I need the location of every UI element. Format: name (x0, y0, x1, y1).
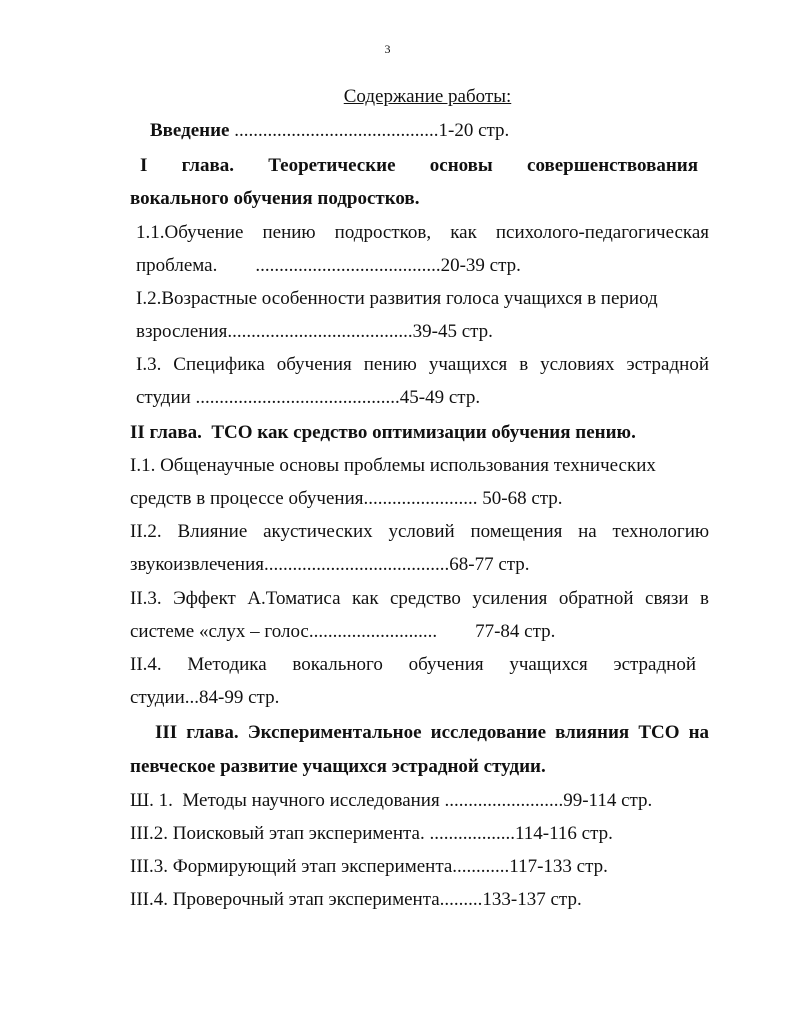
chapter3-item2: III.2. Поисковый этап эксперимента. ..................114-116 стр. (130, 823, 613, 844)
page-title: Содержание работы: (343, 86, 512, 107)
chapter3-heading-line2: певческое развитие учащихся эстрадной студии. (130, 756, 546, 777)
chapter2-item3-line1: II.3. Эффект А.Томатиса как средство усиления обратной связи в (130, 588, 710, 609)
intro-entry (150, 120, 509, 142)
chapter3-item3: III.3. Формирующий этап эксперимента............117-133 стр. (130, 856, 608, 877)
intro-leader: ........................................... (229, 120, 439, 141)
chapter1-item2-line2: взросления.......................................39-45 стр. (136, 321, 493, 342)
chapter3-heading-line1: III глава. Экспериментальное исследование влияния ТСО на (155, 722, 710, 743)
chapter1-item1-line2: проблема. .......................................20-39 стр. (136, 255, 521, 276)
chapter2-item2-line1: II.2. Влияние акустических условий помещения на технологию (130, 521, 710, 542)
chapter2-heading: II глава. ТСО как средство оптимизации обучения пению. (130, 422, 636, 443)
chapter1-item2-line1: I.2.Возрастные особенности развития голоса учащихся в период (136, 288, 658, 309)
chapter1-heading-line2: вокального обучения подростков. (130, 188, 420, 209)
chapter2-item4-line1: II.4. Методика вокального обучения учащихся эстрадной (130, 654, 696, 675)
page-number: 3 (384, 42, 391, 56)
chapter2-item1-line2: средств в процессе обучения........................ 50-68 стр. (130, 488, 563, 509)
chapter2-item3-line2: системе «слух – голос........................... 77-84 стр. (130, 621, 556, 642)
chapter2-item2-line2: звукоизвлечения.......................................68-77 стр. (130, 554, 530, 575)
intro-pages: 1-20 стр. (438, 120, 510, 141)
chapter2-item4-line2: студии...84-99 стр. (130, 687, 280, 708)
chapter1-item3-line2: студии ...........................................45-49 стр. (136, 387, 481, 408)
chapter1-item3-line1: I.3. Специфика обучения пению учащихся в условиях эстрадной (136, 354, 709, 375)
chapter3-item4: III.4. Проверочный этап эксперимента.........133-137 стр. (130, 889, 582, 910)
chapter2-item1-line1: I.1. Общенаучные основы проблемы использования технических (130, 455, 656, 476)
chapter1-item1-line1: 1.1.Обучение пению подростков, как психолого-педагогическая (136, 222, 710, 243)
intro-label: Введение (150, 120, 230, 141)
chapter1-heading-line1: I глава. Теоретические основы совершенствования (140, 155, 699, 176)
chapter3-item1: Ш. 1. Методы научного исследования .........................99-114 стр. (130, 790, 653, 811)
